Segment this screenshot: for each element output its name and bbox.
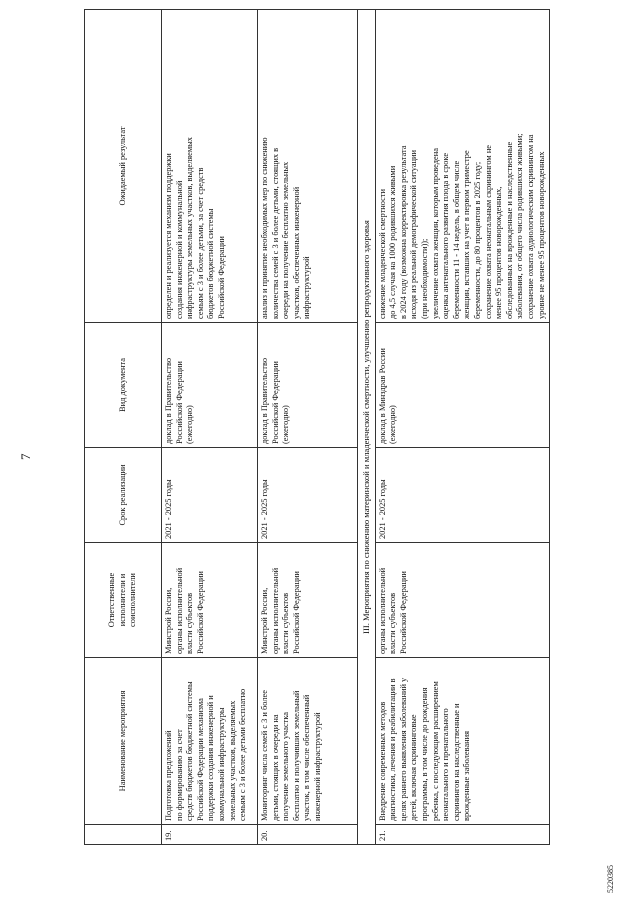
header-num — [85, 825, 162, 845]
table-row — [258, 10, 358, 845]
header-responsible: Ответственные исполнители и соисполнители — [85, 543, 162, 658]
row-number: 20. — [258, 825, 358, 845]
row-doc-type: доклад в Правительство Российской Федерации (ежегодно) — [162, 323, 258, 448]
row-name: Подготовка предложений по формированию за счет средств бюджетов бюджетной системы Российской Федерации механизма поддержки создания инженерной и коммунальной инфраструктуры земельных участков, выделяемых семьям с 3 и более детьми бесплатно — [162, 658, 258, 825]
row-result: анализ и принятие необходимых мер по снижению количества семей с 3 и более детьми, стоящих в очереди на получение бесплатно земельных участков, обеспеченных инженерной инфраструктурой — [258, 10, 358, 323]
row-name: Мониторинг числа семей с 3 и более детьми, стоящих в очереди на получение земельного участка бесплатно и получивших земельный участок, в том числе обеспеченный инженерной инфраструктурой — [258, 658, 358, 825]
document-id: 5220385 — [606, 865, 615, 893]
row-number: 21. — [375, 825, 550, 845]
row-result: снижение младенческой смертности до 4,5 случая на 1000 родившихся живыми в 2024 году (возможна корректировка результата исходя из реальной демографической ситуации (при необходимости)); увеличение охвата женщин, которым проведена оценка антенатального развития плода в сроке беременности 11 - 14 недель, в общем числе женщин, вставших на учет в первом триместре беременности, до 80 процентов в 2025 году; сохранение охвата неонатальным скринингом не менее 95 процентов новорожденных, обследованных на врожденные и наследственные заболевания, от общего числа родившихся живыми; сохранение охвата аудиологическим скринингом на уровне не менее 95 процентов новорожденных — [375, 10, 550, 323]
page-number: 7 — [18, 453, 33, 460]
section-title: III. Мероприятия по снижению материнской и младенческой смертности, улучшению репродуктивного здоровья — [358, 10, 376, 845]
header-result: Ожидаемый результат — [85, 10, 162, 323]
row-number: 19. — [162, 825, 258, 845]
table-row — [162, 10, 258, 845]
row-responsible: органы исполнительной власти субъектов Российской Федерации — [375, 543, 550, 658]
row-doc-type: доклад в Правительство Российской Федерации (ежегодно) — [258, 323, 358, 448]
row-term: 2021 - 2025 годы — [258, 448, 358, 543]
row-term: 2021 - 2025 годы — [375, 448, 550, 543]
header-doc-type: Вид документа — [85, 323, 162, 448]
row-doc-type: доклад в Минздрав России (ежегодно) — [375, 323, 550, 448]
row-name: Внедрение современных методов диагностики, лечения и реабилитации в целях раннего выявления заболеваний у детей, включая скрининговые программы, в том числе до рождения ребенка, с последующим расширением неонатального и пренатального скринингов на наследственные и врожденные заболевания — [375, 658, 550, 825]
row-result: определен и реализуется механизм поддержки создания инженерной и коммунальной инфраструктуры земельных участков, выделяемых семьям с 3 и более детьми, за счет средств бюджетов бюджетной системы Российской Федерации — [162, 10, 258, 323]
measures-table — [84, 9, 550, 845]
table-header-row — [85, 10, 162, 845]
row-responsible: Минстрой России, органы исполнительной власти субъектов Российской Федерации — [258, 543, 358, 658]
header-name: Наименование мероприятия — [85, 658, 162, 825]
row-responsible: Минстрой России, органы исполнительной власти субъектов Российской Федерации — [162, 543, 258, 658]
row-term: 2021 - 2025 годы — [162, 448, 258, 543]
table-row — [375, 10, 550, 845]
header-term: Срок реализации — [85, 448, 162, 543]
section-row — [358, 10, 376, 845]
